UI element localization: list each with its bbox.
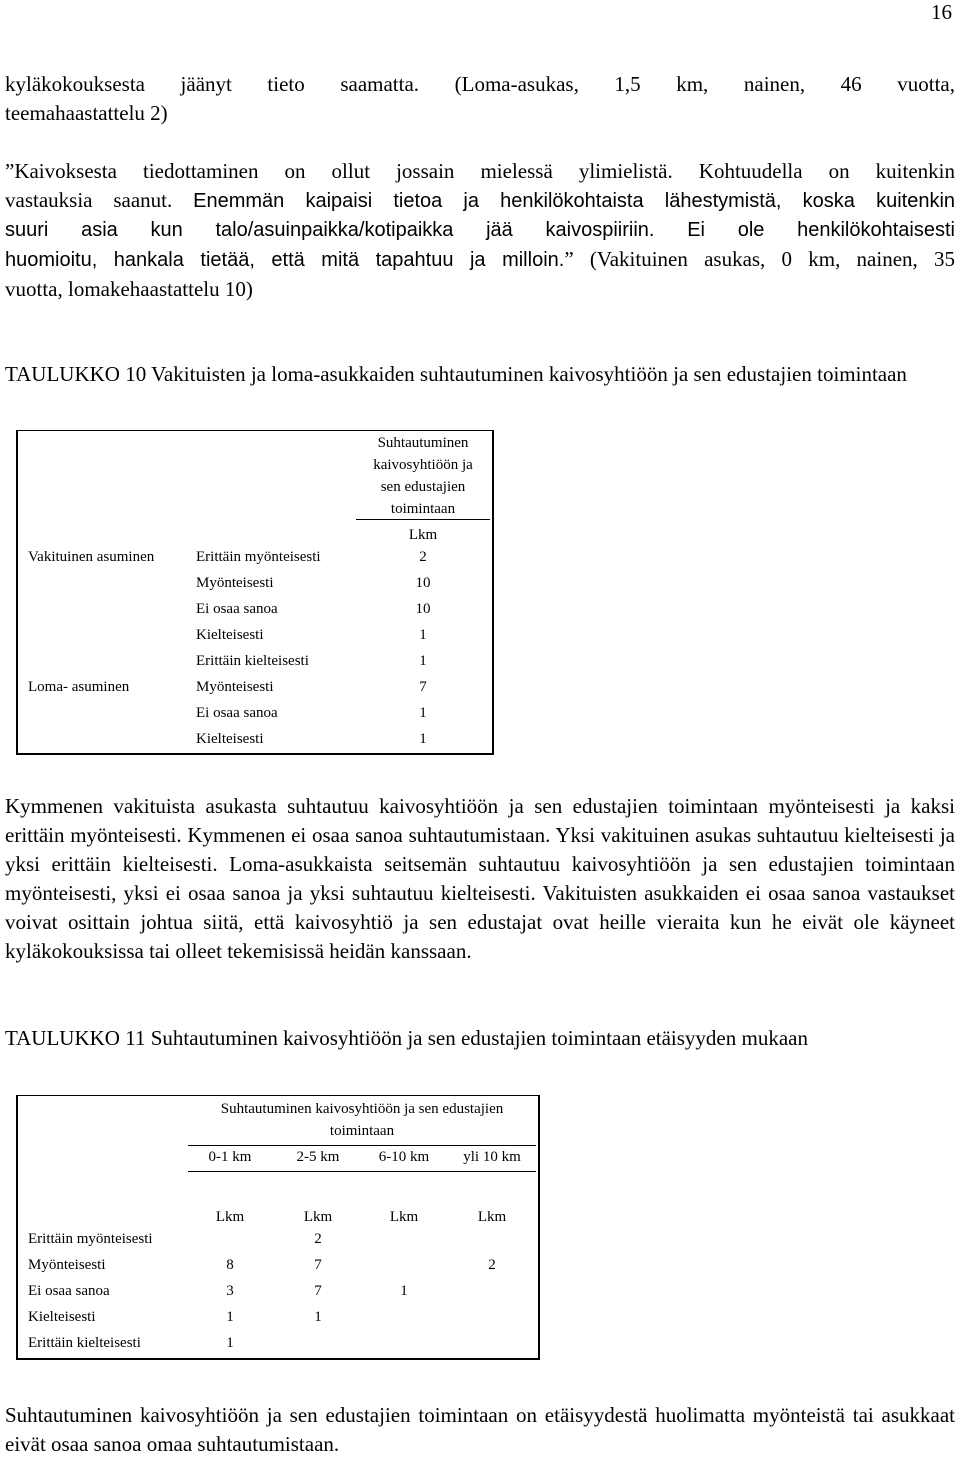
table-11-column-header: 6-10 km	[378, 1149, 430, 1165]
table-11-caption: TAULUKKO 11 Suhtautuminen kaivosyhtiöön ja sen edustajien toimintaan etäisyyden mukaan	[5, 1026, 808, 1050]
table-10-row-value: 1	[419, 627, 427, 643]
table-11-row-label: Erittäin kielteisesti	[28, 1335, 141, 1351]
table-11-header-line-1: Suhtautuminen kaivosyhtiöön ja sen edustajien	[220, 1101, 504, 1117]
table-10-row-label: Erittäin kielteisesti	[196, 653, 309, 669]
table-11-column-header: 0-1 km	[208, 1149, 252, 1165]
table-11-cell: 1	[314, 1309, 322, 1325]
table-10-group: Vakituinen asuminen	[28, 549, 155, 565]
quote-1-line-1: kyläkokouksesta jäänyt tieto saamatta. (Loma-asukas, 1,5 km, nainen, 46 vuotta,	[5, 72, 955, 96]
table-11-cell: 2	[488, 1257, 496, 1273]
quote-2-line-5: vuotta, lomakehaastattelu 10)	[5, 277, 253, 301]
quote-2	[5, 157, 955, 304]
table-10-row-label: Kielteisesti	[196, 627, 264, 643]
table-11-unit: Lkm	[477, 1209, 507, 1225]
table-11-column-header: 2-5 km	[296, 1149, 340, 1165]
table-11-header-line-2: toimintaan	[329, 1123, 395, 1139]
table-10-group: Loma- asuminen	[28, 679, 130, 695]
table-11-cell: 7	[314, 1283, 322, 1299]
table-11-cell: 1	[226, 1335, 234, 1351]
table-10-header-rule	[356, 519, 490, 520]
table-11-unit: Lkm	[303, 1209, 333, 1225]
table-10-unit: Lkm	[408, 527, 438, 543]
quote-2-line-2: vastauksia saanut. Enemmän kaipaisi tietoa ja henkilökohtaista lähestymistä, koska kuitenkin	[5, 188, 956, 212]
table-11-cell: 1	[226, 1309, 234, 1325]
table-11-row-label: Kielteisesti	[28, 1309, 96, 1325]
table-11-cell: 2	[314, 1231, 322, 1247]
page-number: 16	[931, 0, 952, 24]
table-10-header-line-2: kaivosyhtiöön ja	[373, 457, 473, 473]
table-10-row-value: 10	[415, 575, 431, 591]
table-11-cell: 1	[400, 1283, 408, 1299]
table-10-header-line-4: toimintaan	[390, 501, 456, 517]
table-10-row-label: Myönteisesti	[196, 575, 274, 591]
table-10-row-label: Myönteisesti	[196, 679, 274, 695]
table-10-row-value: 7	[419, 679, 427, 695]
table-11-row-label: Ei osaa sanoa	[28, 1283, 110, 1299]
table-10-row-label: Kielteisesti	[196, 731, 264, 747]
paragraph-1: Kymmenen vakituista asukasta suhtautuu kaivosyhtiöön ja sen edustajien toimintaan myönteisesti ja kaksi erittäin myönteisesti. Kymmenen ei osaa sanoa suhtautumistaan. Yksi vakituinen asukas suhtautuu kielteisesti ja yksi erittäin kielteisesti. Loma-asukkaista seitsemän suhtautuu kaivosyhtiöön ja sen edustajien toimintaan myönteisesti, yksi ei osaa sanoa ja yksi suhtautuu kielteisesti. Vakituisten asukkaiden ei osaa sanoa vastaukset voivat osittain johtua siitä, että kaivosyhtiö ja sen edustajat ovat heille vieraita kun he eivät ole käyneet kyläkokouksissa tai olleet tekemisissä heidän kanssaan.	[5, 794, 955, 963]
table-10-header-line-1: Suhtautuminen	[377, 435, 469, 451]
table-11-cell: 3	[226, 1283, 234, 1299]
table-11-cell: 7	[314, 1257, 322, 1273]
quote-2-line-1: ”Kaivoksesta tiedottaminen on ollut jossain mielessä ylimielistä. Kohtuudella on kuitenkin	[5, 159, 955, 183]
quote-1-line-2: teemahaastattelu 2)	[5, 101, 168, 125]
table-11-columns-rule	[188, 1171, 536, 1172]
table-10-caption: TAULUKKO 10 Vakituisten ja loma-asukkaiden suhtautuminen kaivosyhtiöön ja sen edustajien toimintaan	[5, 362, 907, 386]
table-10-row-label: Ei osaa sanoa	[196, 601, 278, 617]
quote-2-line-4: huomioitu, hankala tietää, että mitä tapahtuu ja milloin.” (Vakituinen asukas, 0 km, nainen, 35	[5, 247, 956, 271]
table-10-row-value: 10	[415, 601, 431, 617]
table-10-row-value: 2	[419, 549, 427, 565]
table-10-row-value: 1	[419, 653, 427, 669]
table-11-cell: 8	[226, 1257, 234, 1273]
table-10-row-value: 1	[419, 705, 427, 721]
table-10-header-line-3: sen edustajien	[380, 479, 466, 495]
table-10-row-label: Ei osaa sanoa	[196, 705, 278, 721]
quote-2-line-3: suuri asia kun talo/asuinpaikka/kotipaikka jää kaivospiiriin. Ei ole henkilökohtaisesti	[5, 219, 955, 241]
quote-1	[5, 70, 955, 128]
table-11-unit: Lkm	[215, 1209, 245, 1225]
table-11-row-label: Myönteisesti	[28, 1257, 106, 1273]
table-11-unit: Lkm	[389, 1209, 419, 1225]
table-11-header-rule	[188, 1145, 536, 1146]
table-11-column-header: yli 10 km	[463, 1149, 521, 1165]
table-10-row-value: 1	[419, 731, 427, 747]
table-10-row-label: Erittäin myönteisesti	[196, 549, 321, 565]
table-11-row-label: Erittäin myönteisesti	[28, 1231, 153, 1247]
paragraph-2: Suhtautuminen kaivosyhtiöön ja sen edustajien toimintaan on etäisyydestä huolimatta myönteistä tai asukkaat eivät osaa sanoa omaa suhtautumistaan.	[5, 1403, 955, 1456]
